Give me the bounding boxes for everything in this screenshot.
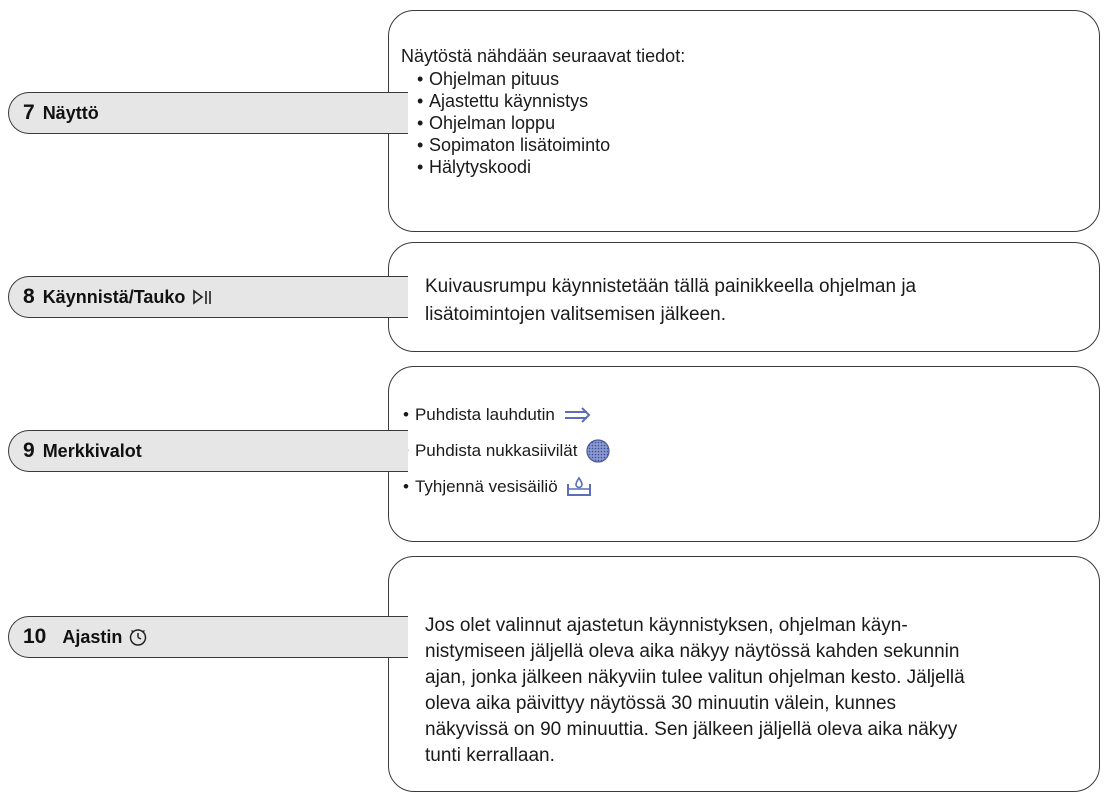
water-tank-icon: [566, 476, 592, 498]
list-item: • Ohjelman pituus: [401, 68, 685, 90]
section-10-line: nistymiseen jäljellä oleva aika näkyy näytössä kahden sekunnin: [425, 641, 960, 662]
section-10-line: tunti kerrallaan.: [425, 745, 555, 766]
indicator-item-condenser: • Puhdista lauhdutin: [403, 397, 611, 433]
indicator-label: Puhdista nukkasiivilät: [414, 441, 578, 460]
section-10-number: 10: [23, 625, 47, 648]
condenser-arrows-icon: [563, 406, 593, 424]
section-10-tab: [8, 616, 408, 658]
section-7-title: Näyttö: [42, 102, 99, 123]
section-10-line: oleva aika päivittyy näytössä 30 minuutin välein, kunnes: [425, 693, 897, 714]
section-8-tab: [8, 276, 408, 318]
list-item: • Hälytyskoodi: [401, 156, 685, 178]
indicator-item-lint-filter: [403, 433, 611, 469]
section-7-intro: Näytöstä nähdään seuraavat tiedot:: [401, 46, 686, 66]
section-8-box: [388, 242, 1100, 352]
section-7-list: [401, 68, 685, 178]
section-10-line: ajan, jonka jälkeen näkyviin tulee valitun ohjelman kesto. Jäljellä: [425, 667, 965, 688]
section-10-title: Ajastin: [62, 626, 123, 647]
section-8-line: lisätoimintojen valitsemisen jälkeen.: [425, 304, 726, 325]
section-8-line: Kuivausrumpu käynnistetään tällä painikkeella ohjelman ja: [425, 276, 917, 297]
indicator-label: Tyhjennä vesisäiliö: [414, 477, 558, 496]
clock-icon: [128, 627, 148, 647]
section-7-box: [388, 10, 1100, 232]
list-item: • Sopimaton lisätoiminto: [401, 134, 685, 156]
section-10-line: näkyvissä on 90 minuuttia. Sen jälkeen jäljellä oleva aika näkyy: [425, 719, 958, 740]
play-pause-icon: [191, 288, 217, 306]
section-9-box: [388, 366, 1100, 542]
lint-filter-icon: [585, 438, 611, 464]
section-8-number: 8: [23, 285, 35, 308]
section-8-title: Käynnistä/Tauko: [42, 286, 186, 307]
section-7-tab: [8, 92, 408, 134]
indicator-item-water-tank: • Tyhjennä vesisäiliö: [403, 469, 611, 505]
section-9-list: [403, 397, 611, 505]
section-9-title: Merkkivalot: [42, 440, 142, 461]
section-7-number: 7: [23, 101, 35, 124]
indicator-label: Puhdista lauhdutin: [414, 405, 555, 424]
list-item: • Ajastettu käynnistys: [401, 90, 685, 112]
list-item: • Ohjelman loppu: [401, 112, 685, 134]
section-9-tab: [8, 430, 408, 472]
section-9-number: 9: [23, 439, 35, 462]
section-10-line: Jos olet valinnut ajastetun käynnistyksen, ohjelman käyn-: [425, 615, 908, 636]
section-10-box: [388, 556, 1100, 792]
